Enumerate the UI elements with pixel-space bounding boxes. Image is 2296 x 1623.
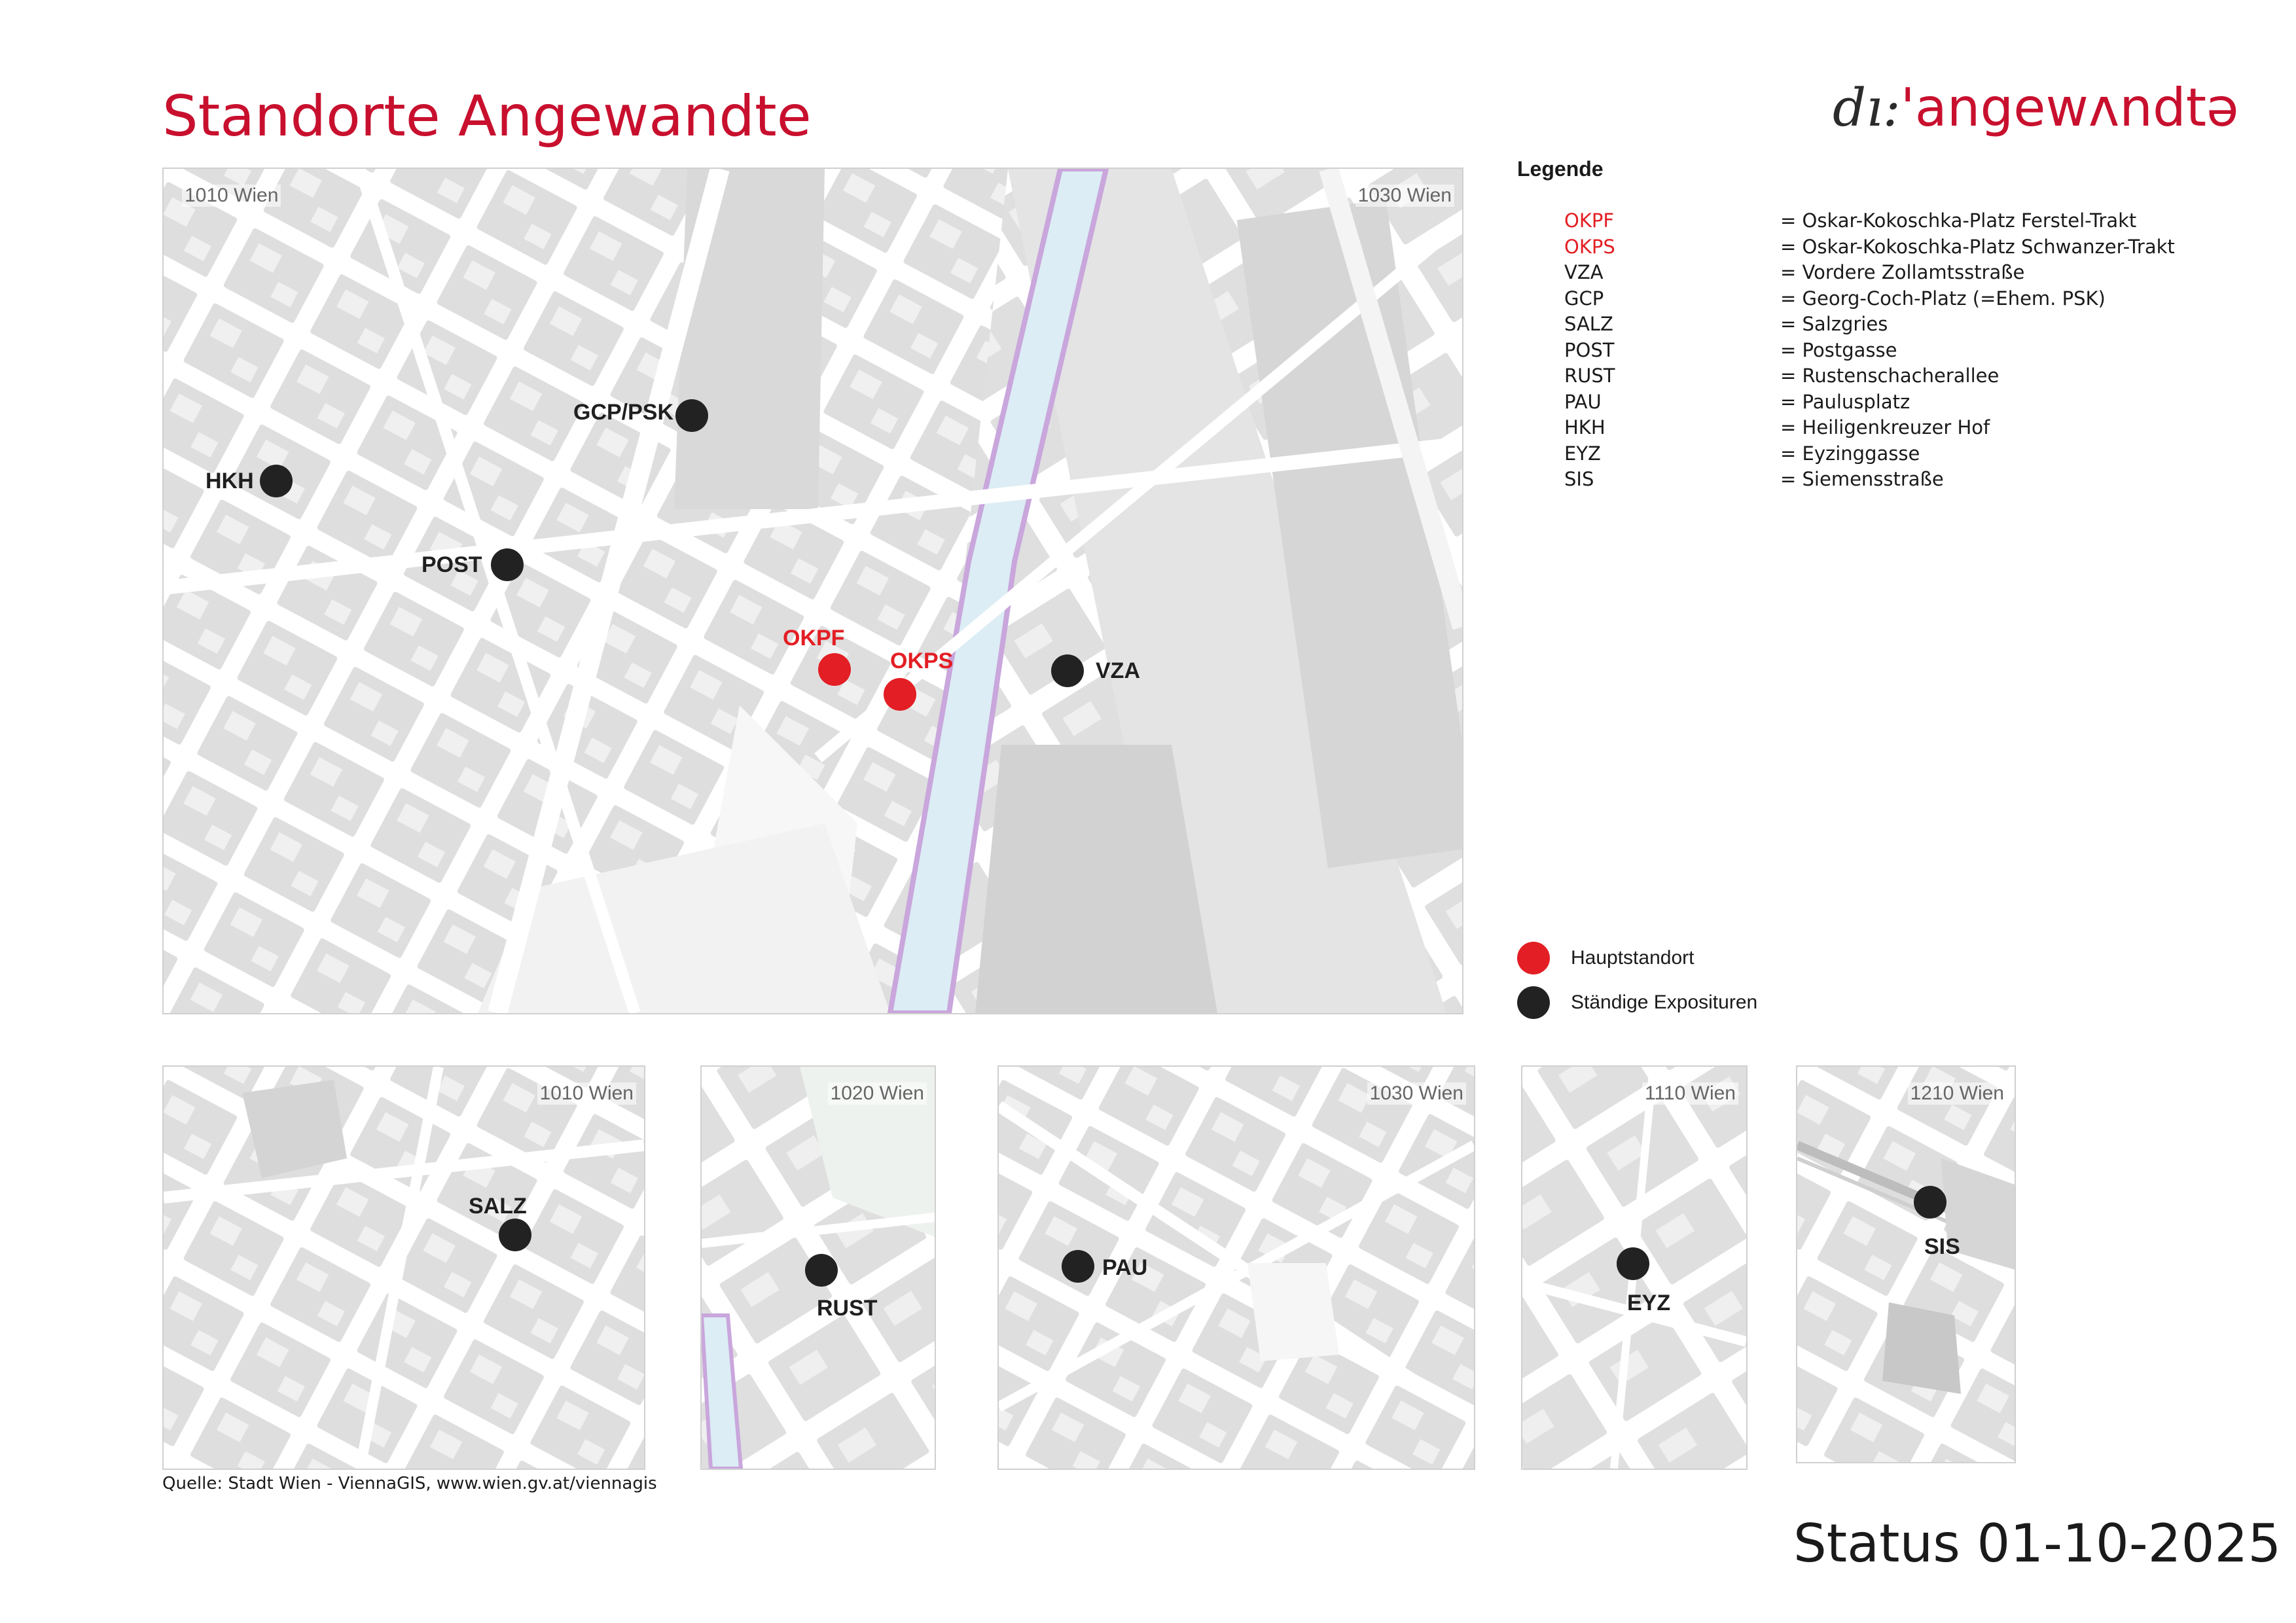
marker-salz[interactable]	[499, 1219, 531, 1251]
legend-desc: = Georg-Coch-Platz (=Ehem. PSK)	[1780, 287, 2106, 310]
district-label: 1020 Wien	[828, 1082, 927, 1105]
legend-desc: = Paulusplatz	[1780, 390, 1910, 413]
legend-code: SIS	[1564, 468, 1594, 490]
marker-hkh[interactable]	[260, 465, 293, 497]
map-salz[interactable]	[162, 1065, 645, 1470]
marker-label-hkh: HKH	[206, 469, 254, 493]
main-map[interactable]	[162, 168, 1463, 1014]
district-label-1030: 1030 Wien	[1355, 185, 1454, 207]
legend-item	[1564, 363, 2175, 389]
legend-code: GCP	[1564, 287, 1604, 310]
legend-desc: = Rustenschacherallee	[1780, 365, 2000, 387]
marker-label-pau: PAU	[1102, 1255, 1148, 1280]
marker-sis[interactable]	[1914, 1186, 1946, 1219]
legend-desc: = Eyzinggasse	[1780, 442, 1920, 465]
legend-desc: = Postgasse	[1780, 338, 1897, 361]
marker-okps[interactable]	[884, 678, 916, 711]
marker-label-okps: OKPS	[890, 649, 954, 673]
legend-desc: = Salzgries	[1780, 313, 1888, 335]
red-dot-icon	[1517, 942, 1550, 974]
marker-label-gcp-psk: GCP/PSK	[573, 400, 674, 425]
black-dot-icon	[1517, 986, 1550, 1019]
district-label-1010: 1010 Wien	[182, 185, 281, 207]
legend-desc: = Heiligenkreuzer Hof	[1780, 416, 1990, 438]
status-date: Status 01-10-2025	[1793, 1513, 2282, 1574]
main-map-base	[164, 169, 1462, 1013]
legend-item	[1564, 467, 2175, 493]
legend-desc: = Siemensstraße	[1780, 468, 1944, 490]
marker-key	[1517, 936, 1757, 1025]
angewandte-logo	[1833, 77, 2238, 138]
legend-desc: = Oskar-Kokoschka-Platz Schwanzer-Trakt	[1780, 235, 2175, 258]
district-label: 1210 Wien	[1908, 1082, 2007, 1105]
legend-item	[1564, 441, 2175, 467]
key-label: Ständige Exposituren	[1571, 991, 1758, 1013]
legend-list	[1564, 208, 2175, 493]
map-salz-base	[164, 1067, 644, 1469]
marker-eyz[interactable]	[1617, 1247, 1649, 1280]
legend-item	[1564, 389, 2175, 416]
marker-label-eyz: EYZ	[1627, 1291, 1671, 1315]
marker-post[interactable]	[491, 548, 524, 581]
marker-label-post: POST	[422, 552, 482, 577]
source-note: Quelle: Stadt Wien - ViennaGIS, www.wien.gv.at/viennagis	[162, 1474, 657, 1493]
map-sis[interactable]	[1796, 1065, 2016, 1463]
legend-item	[1564, 234, 2175, 260]
legend-desc: = Oskar-Kokoschka-Platz Ferstel-Trakt	[1780, 209, 2137, 232]
key-label: Hauptstandort	[1571, 947, 1695, 969]
district-label: 1110 Wien	[1642, 1082, 1738, 1105]
district-label: 1010 Wien	[537, 1082, 636, 1105]
legend-code: HKH	[1564, 416, 1605, 438]
legend-code: EYZ	[1564, 442, 1601, 465]
marker-label-vza: VZA	[1096, 658, 1140, 683]
legend-code: OKPF	[1564, 209, 1615, 232]
legend-item	[1564, 260, 2175, 286]
map-pau[interactable]	[997, 1065, 1475, 1470]
marker-label-rust: RUST	[817, 1296, 878, 1321]
legend-item	[1564, 312, 2175, 338]
marker-pau[interactable]	[1062, 1250, 1094, 1283]
map-sis-base	[1797, 1067, 2015, 1462]
legend-item	[1564, 415, 2175, 441]
legend-code: POST	[1564, 338, 1615, 361]
marker-gcp-psk[interactable]	[675, 399, 708, 432]
map-eyz[interactable]	[1521, 1065, 1748, 1470]
page-title: Standorte Angewandte	[162, 84, 812, 149]
map-rust[interactable]	[700, 1065, 936, 1470]
key-item-exposituren	[1517, 980, 1757, 1025]
logo-brand: 'angewʌndtə	[1900, 77, 2239, 138]
legend-item	[1564, 286, 2175, 312]
key-item-hauptstandort	[1517, 936, 1757, 980]
marker-label-okpf: OKPF	[783, 626, 845, 651]
marker-label-sis: SIS	[1924, 1234, 1960, 1259]
marker-label-salz: SALZ	[469, 1194, 527, 1219]
legend-code: PAU	[1564, 390, 1602, 413]
legend-code: SALZ	[1564, 313, 1613, 335]
legend-code: OKPS	[1564, 235, 1615, 258]
legend-code: VZA	[1564, 261, 1604, 283]
legend-title: Legende	[1517, 157, 1604, 181]
marker-okpf[interactable]	[818, 653, 851, 686]
legend-item	[1564, 208, 2175, 234]
marker-rust[interactable]	[805, 1254, 838, 1287]
district-label: 1030 Wien	[1367, 1082, 1466, 1105]
legend-item	[1564, 338, 2175, 364]
legend-code: RUST	[1564, 365, 1615, 387]
marker-vza[interactable]	[1051, 654, 1084, 687]
legend-desc: = Vordere Zollamtsstraße	[1780, 261, 2025, 283]
logo-prefix: dı:	[1833, 77, 1901, 138]
